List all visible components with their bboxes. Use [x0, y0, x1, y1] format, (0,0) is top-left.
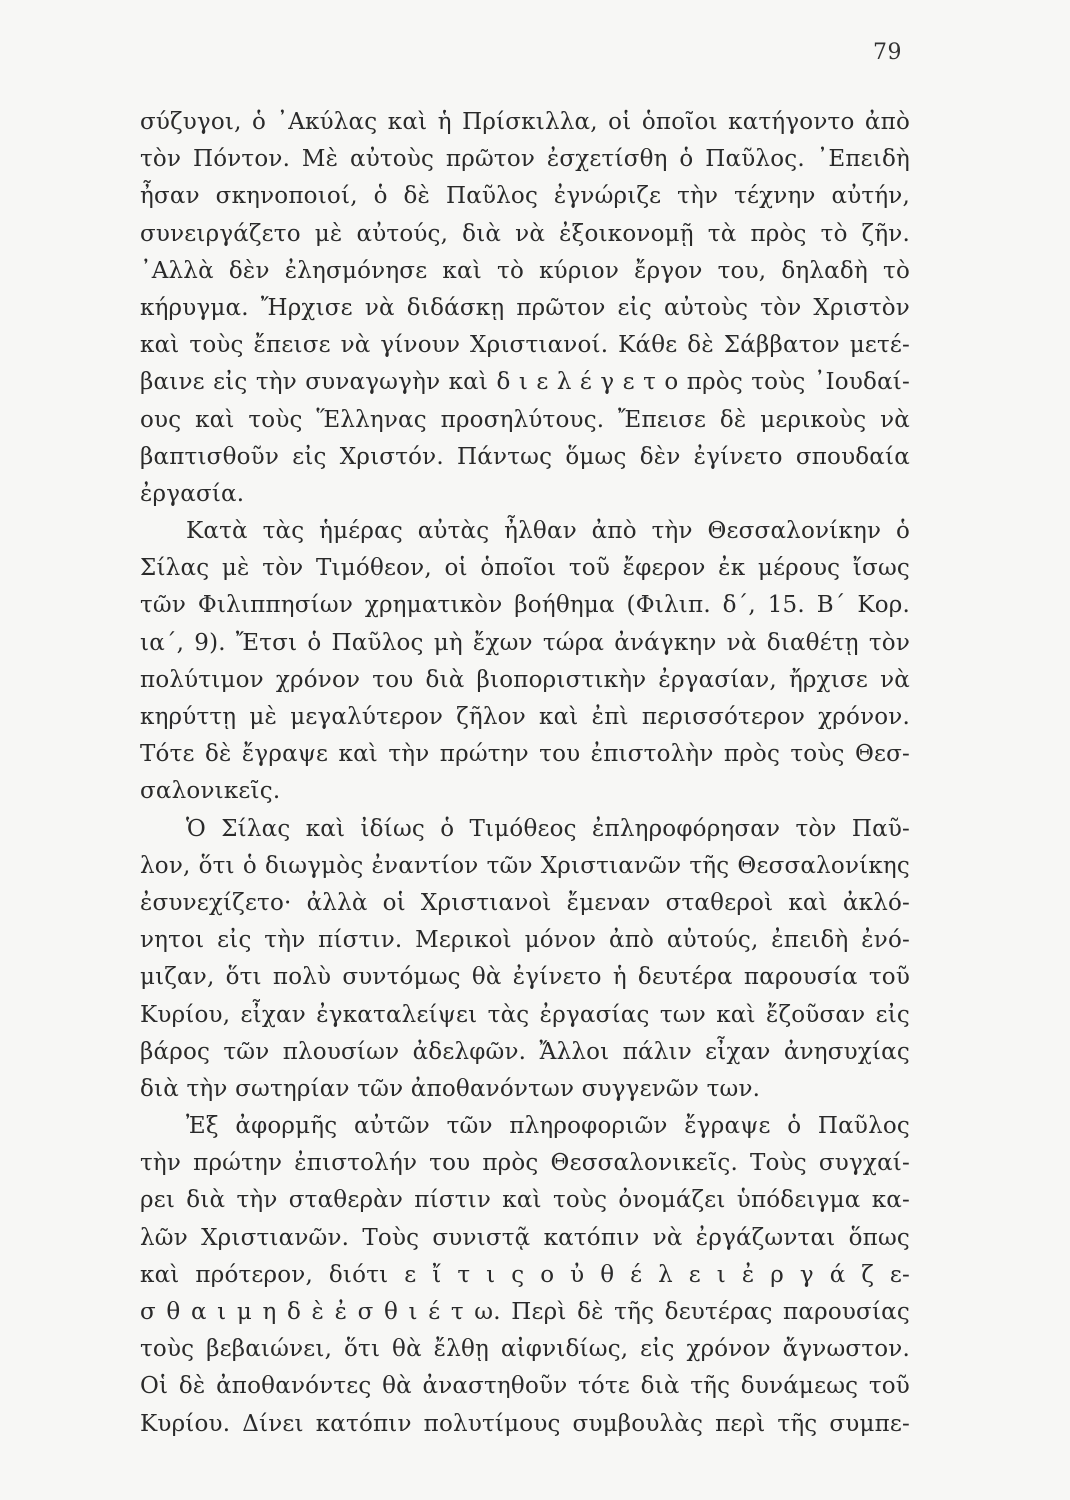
text-line: κηρύττῃ μὲ μεγαλύτερον ζῆλον καὶ ἐπὶ περισσότερον χρόνον.	[140, 704, 910, 730]
text-line: ἦσαν σκηνοποιοί, ὁ δὲ Παῦλος ἐγνώριζε τὴν τέχνην αὐτήν,	[140, 183, 910, 210]
text-line: ᾿Αλλὰ δὲν ἐλησμόνησε καὶ τὸ κύριον ἔργον του, δηλαδὴ τὸ	[140, 257, 910, 284]
text-line: σύζυγοι, ὁ ᾿Ακύλας καὶ ἡ Πρίσκιλλα, οἱ ὁποῖοι κατήγοντο ἀπὸ	[140, 109, 910, 135]
text-line: Κυρίου. Δίνει κατόπιν πολυτίμους συμβουλὰς περὶ τῆς συμπε-	[140, 1410, 910, 1437]
text-line: βάρος τῶν πλουσίων ἀδελφῶν. Ἄλλοι πάλιν εἶχαν ἀνησυχίας	[140, 1038, 910, 1065]
text-line: πολύτιμον χρόνον του διὰ βιοποριστικὴν ἐργασίαν, ἤρχισε νὰ	[140, 666, 910, 693]
page-number: 79	[873, 40, 902, 65]
text-line: ἐσυνεχίζετο· ἀλλὰ οἱ Χριστιανοὶ ἔμεναν σταθεροὶ καὶ ἀκλό-	[140, 889, 910, 916]
paragraph-start-line: Ὁ Σίλας καὶ ἰδίως ὁ Τιμόθεος ἐπληροφόρησαν τὸν Παῦ-	[186, 815, 910, 842]
text-line: διὰ τὴν σωτηρίαν τῶν ἀποθανόντων συγγενῶν των.	[140, 1075, 761, 1102]
text-line: ους καὶ τοὺς Ἕλληνας προσηλύτους. Ἔπεισε δὲ μερικοὺς νὰ	[140, 406, 910, 433]
text-line: μιζαν, ὅτι πολὺ συντόμως θὰ ἐγίνετο ἡ δευτέρα παρουσία τοῦ	[140, 964, 910, 991]
text-line: συνειργάζετο μὲ αὐτούς, διὰ νὰ ἐξοικονομῇ τὰ πρὸς τὸ ζῆν.	[140, 220, 910, 247]
text-line: τὸν Πόντον. Μὲ αὐτοὺς πρῶτον ἐσχετίσθη ὁ Παῦλος. ᾿Επειδὴ	[140, 146, 910, 173]
text-line: τῶν Φιλιππησίων χρηματικὸν βοήθημα (Φιλιπ. δ΄, 15. Β΄ Κορ.	[140, 592, 910, 619]
text-line: τὴν πρώτην ἐπιστολήν του πρὸς Θεσσαλονικεῖς. Τοὺς συγχαί-	[140, 1150, 910, 1177]
text-line: ρει διὰ τὴν σταθερὰν πίστιν καὶ τοὺς ὀνομάζει ὑπόδειγμα κα-	[140, 1187, 910, 1214]
text-line: τοὺς βεβαιώνει, ὅτι θὰ ἔλθῃ αἰφνιδίως, εἰς χρόνον ἄγνωστον.	[140, 1336, 910, 1363]
body-text	[140, 104, 910, 1443]
text-line: καὶ τοὺς ἔπεισε νὰ γίνουν Χριστιανοί. Κάθε δὲ Σάββατον μετέ-	[140, 332, 910, 359]
text-line: Τότε δὲ ἔγραψε καὶ τὴν πρώτην του ἐπιστολὴν πρὸς τοὺς Θεσ-	[140, 741, 910, 768]
text-line: βαπτισθοῦν εἰς Χριστόν. Πάντως ὅμως δὲν ἐγίνετο σπουδαία	[140, 443, 910, 470]
text-line: νητοι εἰς τὴν πίστιν. Μερικοὶ μόνον ἀπὸ αὐτούς, ἐπειδὴ ἐνό-	[140, 927, 910, 954]
paragraph-start-line: Κατὰ τὰς ἡμέρας αὐτὰς ἦλθαν ἀπὸ τὴν Θεσσαλονίκην ὁ	[186, 518, 910, 545]
text-line: κήρυγμα. Ἤρχισε νὰ διδάσκῃ πρῶτον εἰς αὐτοὺς τὸν Χριστὸν	[140, 294, 910, 321]
text-line: σ θ α ι μ η δ ὲ ἐ σ θ ι έ τ ω. Περὶ δὲ τῆς δευτέρας παρουσίας	[140, 1299, 910, 1325]
text-line: ια΄, 9). Ἔτσι ὁ Παῦλος μὴ ἔχων τώρα ἀνάγκην νὰ διαθέτῃ τὸν	[140, 629, 910, 656]
text-line: Σίλας μὲ τὸν Τιμόθεον, οἱ ὁποῖοι τοῦ ἔφερον ἐκ μέρους ἴσως	[140, 555, 910, 582]
text-line: Οἱ δὲ ἀποθανόντες θὰ ἀναστηθοῦν τότε διὰ τῆς δυνάμεως τοῦ	[140, 1373, 910, 1400]
text-line: καὶ πρότερον, διότι ε ἴ τ ι ς ο ὐ θ έ λ ε ι ἐ ρ γ ά ζ ε-	[140, 1261, 910, 1288]
text-line: Κυρίου, εἶχαν ἐγκαταλείψει τὰς ἐργασίας των καὶ ἔζοῦσαν εἰς	[140, 1001, 910, 1028]
text-line: σαλονικεῖς.	[140, 778, 281, 805]
paragraph-start-line: Ἐξ ἀφορμῆς αὐτῶν τῶν πληροφοριῶν ἔγραψε ὁ Παῦλος	[186, 1113, 910, 1140]
text-line: βαινε εἰς τὴν συναγωγὴν καὶ δ ι ε λ έ γ ε τ ο πρὸς τοὺς ᾿Ιουδαί-	[140, 369, 910, 396]
text-line: λον, ὅτι ὁ διωγμὸς ἐναντίον τῶν Χριστιανῶν τῆς Θεσσαλονίκης	[140, 852, 910, 879]
text-line: λῶν Χριστιανῶν. Τοὺς συνιστᾷ κατόπιν νὰ ἐργάζωνται ὅπως	[140, 1224, 910, 1251]
text-line: ἐργασία.	[140, 480, 245, 507]
